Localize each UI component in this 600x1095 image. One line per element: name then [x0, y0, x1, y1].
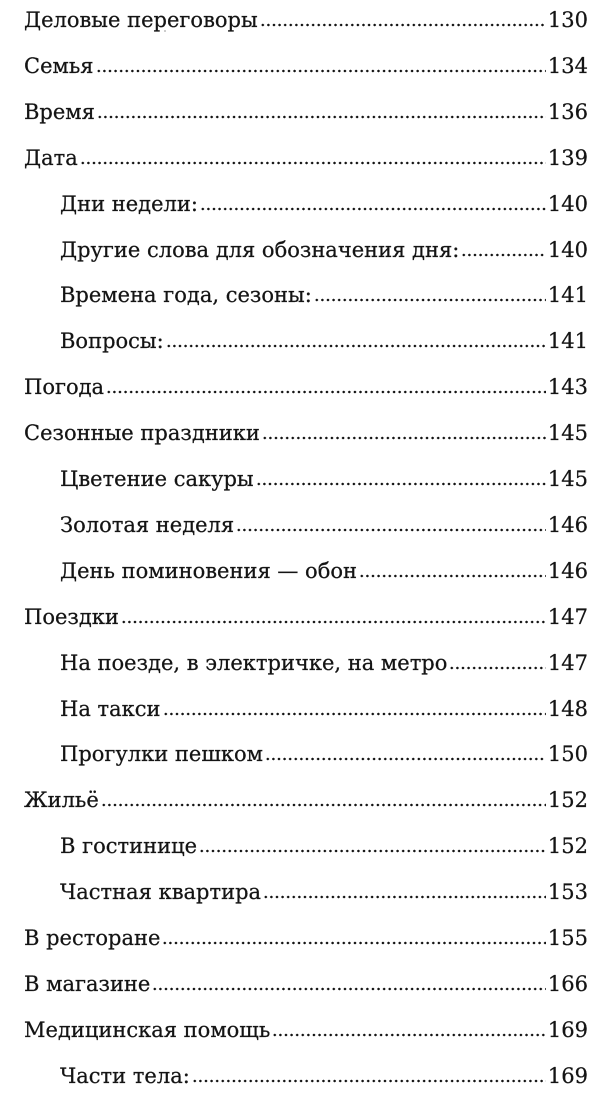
- toc-entry-2: [0, 43, 600, 79]
- toc-entry-title: Частная квартира: [60, 880, 262, 905]
- toc-entry-13: [0, 548, 600, 584]
- toc-entry-3: [0, 89, 600, 125]
- toc-entry-18: [0, 777, 600, 813]
- toc-entry-5: [0, 181, 600, 217]
- toc-entry-8: [0, 318, 600, 354]
- toc-entry-title: На такси: [60, 696, 161, 721]
- toc-entry-title: Семья: [24, 53, 94, 78]
- toc-entry-title: Поездки: [24, 604, 119, 629]
- dot-leader: [199, 848, 546, 854]
- toc-entry-title: В гостинице: [60, 834, 198, 859]
- dot-leader: [200, 206, 546, 212]
- toc-entry-title: Прогулки пешком: [60, 742, 263, 767]
- toc-entry-title: Цветение сакуры: [60, 467, 254, 491]
- toc-entry-9: [0, 364, 600, 400]
- toc-entry-page-number: 134: [547, 53, 588, 78]
- toc-entry-page-number: 166: [547, 971, 588, 996]
- toc-entry-title: Жильё: [24, 788, 99, 813]
- toc-entry-title: Части тела:: [60, 1063, 190, 1088]
- toc-entry-title: Погода: [24, 375, 105, 400]
- dot-leader: [262, 435, 546, 441]
- toc-entry-page-number: 150: [547, 742, 588, 767]
- toc-entry-title: Дни недели:: [60, 191, 198, 216]
- toc-entry-title: В ресторане: [24, 926, 161, 950]
- toc-entry-page-number: 140: [547, 191, 588, 216]
- toc-entry-page-number: 146: [547, 558, 588, 583]
- dot-leader: [152, 986, 546, 992]
- toc-entry-21: [0, 915, 600, 951]
- toc-entry-page-number: 148: [547, 696, 588, 721]
- toc-entry-page-number: 141: [547, 329, 588, 354]
- toc-entry-page-number: 141: [547, 283, 588, 308]
- toc-entry-title: Сезонные праздники: [24, 421, 260, 446]
- toc-entry-23: [0, 1007, 600, 1043]
- toc-entry-title: В магазине: [24, 971, 151, 996]
- toc-entry-title: На поезде, в электричке, на метро: [60, 650, 448, 675]
- toc-entry-6: [0, 227, 600, 263]
- dot-leader: [256, 481, 546, 487]
- toc-entry-22: [0, 961, 600, 997]
- toc-entry-page-number: 146: [547, 512, 588, 537]
- toc-entry-page-number: 152: [547, 788, 588, 813]
- toc-entry-page-number: 136: [547, 99, 588, 124]
- toc-entry-page-number: 153: [547, 880, 588, 905]
- toc-entry-title: День поминовения — обон: [60, 558, 357, 583]
- toc-entry-page-number: 143: [547, 375, 588, 400]
- toc-entry-15: [0, 640, 600, 676]
- dot-leader: [359, 573, 546, 579]
- dot-leader: [80, 160, 546, 166]
- dot-leader: [106, 389, 546, 395]
- toc-entry-page-number: 140: [547, 237, 588, 262]
- toc-entry-page-number: 169: [547, 1063, 588, 1088]
- toc-entry-17: [0, 731, 600, 767]
- toc-entry-page-number: 145: [547, 467, 588, 491]
- dot-leader: [314, 297, 546, 303]
- toc-entry-4: [0, 135, 600, 171]
- toc-entry-7: [0, 272, 600, 308]
- dot-leader: [166, 343, 546, 349]
- dot-leader: [449, 665, 546, 671]
- dot-leader: [96, 68, 546, 74]
- toc-entry-20: [0, 869, 600, 905]
- toc-entry-11: [0, 456, 600, 492]
- toc-entry-16: [0, 686, 600, 722]
- toc-entry-24: [0, 1053, 600, 1089]
- toc-entry-19: [0, 823, 600, 859]
- toc-entry-1: [0, 0, 600, 33]
- dot-leader: [461, 252, 546, 258]
- dot-leader: [97, 114, 546, 120]
- toc-entry-12: [0, 502, 600, 538]
- toc-entry-page-number: 139: [547, 145, 588, 170]
- dot-leader: [163, 711, 546, 717]
- toc-entry-page-number: 169: [547, 1017, 588, 1042]
- toc-entry-title: Деловые переговоры: [24, 8, 258, 32]
- toc-entry-title: Времена года, сезоны:: [60, 283, 312, 308]
- toc-entry-title: Вопросы:: [60, 329, 164, 354]
- dot-leader: [265, 756, 546, 762]
- dot-leader: [162, 940, 546, 946]
- toc-entry-title: Время: [24, 99, 95, 124]
- toc-entry-title: Медицинская помощь: [24, 1017, 271, 1042]
- toc-entry-title: Дата: [24, 145, 78, 170]
- toc-entry-page-number: 145: [547, 421, 588, 446]
- toc-entry-title: Золотая неделя: [60, 512, 235, 537]
- dot-leader: [236, 527, 546, 533]
- toc-entry-14: [0, 594, 600, 630]
- dot-leader: [101, 802, 546, 808]
- toc-entry-10: [0, 410, 600, 446]
- dot-leader: [272, 1032, 546, 1038]
- dot-leader: [263, 894, 546, 900]
- dot-leader: [121, 619, 546, 625]
- toc-entry-page-number: 147: [547, 604, 588, 629]
- toc-entry-page-number: 147: [547, 650, 588, 675]
- dot-leader: [260, 22, 546, 28]
- toc-entry-page-number: 130: [547, 8, 588, 32]
- toc-entry-page-number: 155: [547, 926, 588, 950]
- toc-entry-page-number: 152: [547, 834, 588, 859]
- toc-entry-title: Другие слова для обозначения дня:: [60, 237, 460, 262]
- dot-leader: [192, 1078, 546, 1084]
